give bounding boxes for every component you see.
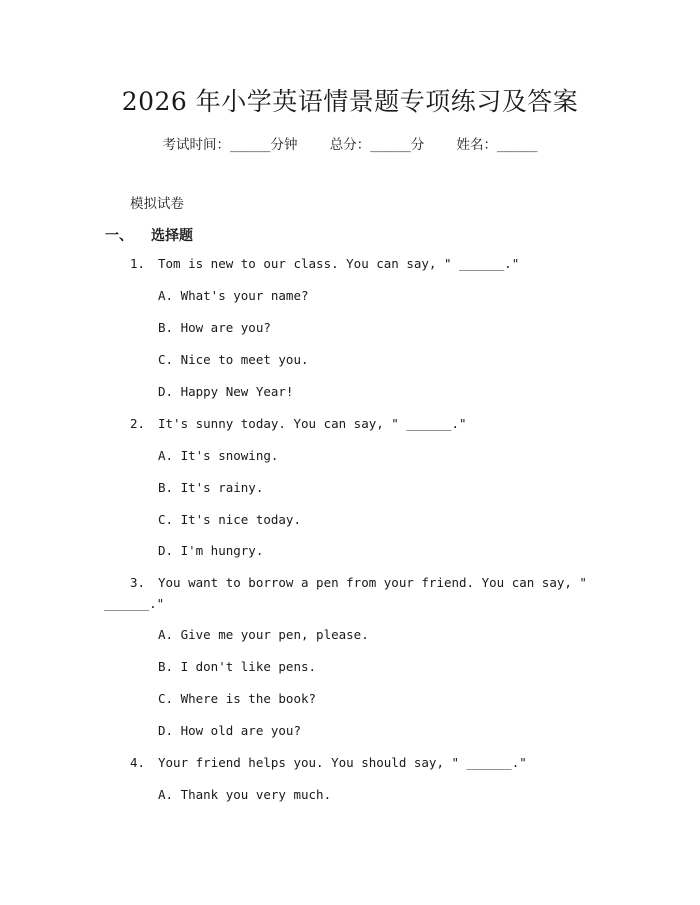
question-text: It's sunny today. You can say, " ______." — [158, 416, 467, 431]
question-4 — [130, 755, 527, 770]
section-title: 选择题 — [151, 228, 193, 244]
question-1-option-d: D. Happy New Year! — [158, 384, 294, 399]
question-2 — [130, 416, 467, 431]
question-3-option-a: A. Give me your pen, please. — [158, 627, 369, 642]
question-1-option-b: B. How are you? — [158, 320, 271, 335]
question-3 — [130, 575, 587, 590]
question-2-option-d: D. I'm hungry. — [158, 543, 264, 558]
exam-time-field: 考试时间：______分钟 — [162, 137, 298, 153]
question-number: 1. — [130, 256, 146, 271]
question-number: 3. — [130, 575, 146, 590]
question-text: Tom is new to our class. You can say, " ______." — [158, 256, 520, 271]
question-4-option-a: A. Thank you very much. — [158, 787, 332, 802]
question-1 — [130, 256, 519, 271]
question-3-option-b: B. I don't like pens. — [158, 659, 317, 674]
exam-meta — [0, 133, 700, 153]
document-title: 2026 年小学英语情景题专项练习及答案 — [121, 87, 579, 116]
question-number: 2. — [130, 416, 146, 431]
question-number: 4. — [130, 755, 146, 770]
question-3-option-c: C. Where is the book? — [158, 691, 317, 706]
question-text: You want to borrow a pen from your friend. You can say, " — [158, 575, 587, 590]
question-text: Your friend helps you. You should say, " ______." — [158, 755, 527, 770]
question-2-option-a: A. It's snowing. — [158, 448, 279, 463]
question-1-option-c: C. Nice to meet you. — [158, 352, 309, 367]
question-3-option-d: D. How old are you? — [158, 723, 301, 738]
question-2-option-c: C. It's nice today. — [158, 512, 301, 527]
question-1-option-a: A. What's your name? — [158, 288, 309, 303]
question-3-continuation: ______." — [104, 596, 165, 611]
document-subtitle: 模拟试卷 — [130, 196, 184, 212]
exam-score-field: 总分：______分 — [329, 137, 425, 153]
student-name-field: 姓名：______ — [456, 137, 538, 153]
section-heading — [105, 225, 193, 245]
section-number: 一、 — [105, 228, 133, 244]
question-2-option-b: B. It's rainy. — [158, 480, 264, 495]
